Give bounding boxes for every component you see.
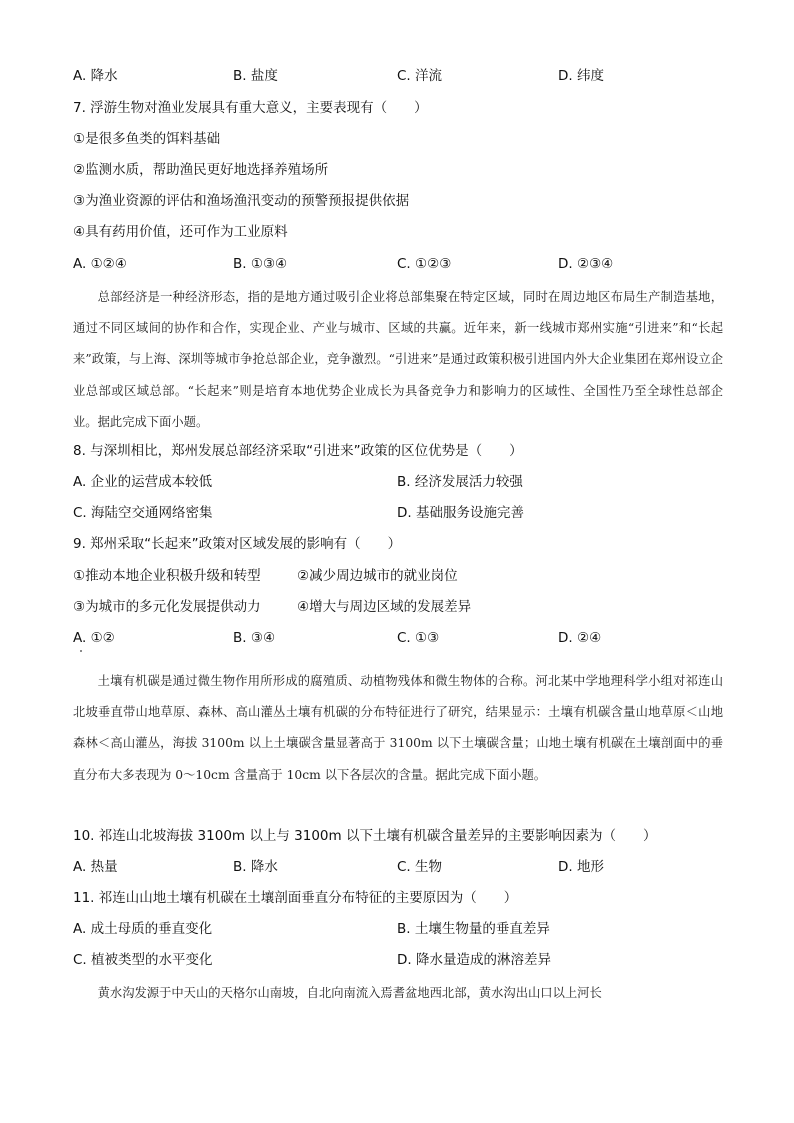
q9-item-3: ③为城市的多元化发展提供动力 (73, 599, 261, 615)
q9-item-4: ④增大与周边区域的发展差异 (297, 599, 472, 615)
passage-soil-organic-carbon: 土壤有机碳是通过微生物作用所形成的腐殖质、动植物残体和微生物体的合称。河北某中学地理科学小组对祁连山北坡垂直带山地草原、森林、高山灌丛土壤有机碳的分布特征进行了研究，结果显示：土壤有机碳含量山地草原＜山地森林＜高山灌丛，海拔 3100m 以上土壤碳含量显著高于 3100m 以下土壤碳含量；山地土壤有机碳在土壤剖面中的垂直分布大多表现为 0～10cm 含量高于 10cm 以下各层次的含量。据此完成下面小题。 (73, 674, 723, 782)
q7-stem: 7. 浮游生物对渔业发展具有重大意义，主要表现有（ ） (73, 100, 428, 116)
q9-option-c[interactable]: C. ①③ (397, 630, 440, 646)
q7-item-3: ③为渔业资源的评估和渔场渔汛变动的预警预报提供依据 (73, 193, 410, 209)
q6-option-d[interactable]: D. 纬度 (558, 68, 604, 84)
q11-option-b[interactable]: B. 土壤生物量的垂直差异 (397, 921, 550, 937)
passage-huangshuigou: 黄水沟发源于中天山的天格尔山南坡，自北向南流入焉耆盆地西北部，黄水沟出山口以上河长 (97, 986, 602, 1000)
passage-headquarters-economy: 总部经济是一种经济形态，指的是地方通过吸引企业将总部集聚在特定区域，同时在周边地区布局生产制造基地，通过不同区域间的协作和合作，实现企业、产业与城市、区域的共赢。近年来，新一线城市郑州实施“引进来”和“长起来”政策，与上海、深圳等城市争抢总部企业，竞争激烈。“引进来”是通过政策积极引进国内外大企业集团在郑州设立企业总部或区域总部。“长起来”则是培育本地优势企业成长为具备竞争力和影响力的区域性、全国性乃至全球性总部企业。据此完成下面小题。 (73, 290, 723, 429)
q9-option-d[interactable]: D. ②④ (558, 630, 602, 646)
q8-option-a[interactable]: A. 企业的运营成本较低 (73, 474, 213, 490)
q8-stem: 8. 与深圳相比，郑州发展总部经济采取“引进来”政策的区位优势是（ ） (73, 443, 523, 459)
q11-option-d[interactable]: D. 降水量造成的淋溶差异 (397, 952, 551, 968)
q8-option-b[interactable]: B. 经济发展活力较强 (397, 474, 523, 490)
q11-option-a[interactable]: A. 成土母质的垂直变化 (73, 921, 213, 937)
q10-option-d[interactable]: D. 地形 (558, 859, 604, 875)
q6-option-a[interactable]: A. 降水 (73, 68, 118, 84)
q7-item-1: ①是很多鱼类的饵料基础 (73, 131, 221, 147)
q8-option-d[interactable]: D. 基础服务设施完善 (397, 505, 524, 521)
q10-option-a[interactable]: A. 热量 (73, 859, 118, 875)
q10-stem: 10. 祁连山北坡海拔 3100m 以上与 3100m 以下土壤有机碳含量差异的主要影响因素为（ ） (73, 828, 657, 844)
q10-option-c[interactable]: C. 生物 (397, 859, 443, 875)
q7-option-a[interactable]: A. ①②④ (73, 256, 127, 272)
q6-option-b[interactable]: B. 盐度 (233, 68, 278, 84)
q9-stem: 9. 郑州采取“长起来”政策对区域发展的影响有（ ） (73, 536, 402, 552)
q9-item-2: ②减少周边城市的就业岗位 (297, 568, 458, 584)
q9-item-1: ①推动本地企业积极升级和转型 (73, 568, 261, 584)
q7-option-c[interactable]: C. ①②③ (397, 256, 452, 272)
q7-option-b[interactable]: B. ①③④ (233, 256, 288, 272)
q8-option-c[interactable]: C. 海陆空交通网络密集 (73, 505, 213, 521)
q11-stem: 11. 祁连山山地土壤有机碳在土壤剖面垂直分布特征的主要原因为（ ） (73, 890, 518, 906)
q9-option-a[interactable]: A. ①② (73, 630, 115, 646)
q7-item-4: ④具有药用价值，还可作为工业原料 (73, 224, 288, 240)
q9-option-b[interactable]: B. ③④ (233, 630, 276, 646)
q7-option-d[interactable]: D. ②③④ (558, 256, 614, 272)
q6-option-c[interactable]: C. 洋流 (397, 68, 443, 84)
q11-option-c[interactable]: C. 植被类型的水平变化 (73, 952, 213, 968)
q10-option-b[interactable]: B. 降水 (233, 859, 278, 875)
stray-mark (80, 650, 82, 652)
q7-item-2: ②监测水质，帮助渔民更好地选择养殖场所 (73, 162, 329, 178)
